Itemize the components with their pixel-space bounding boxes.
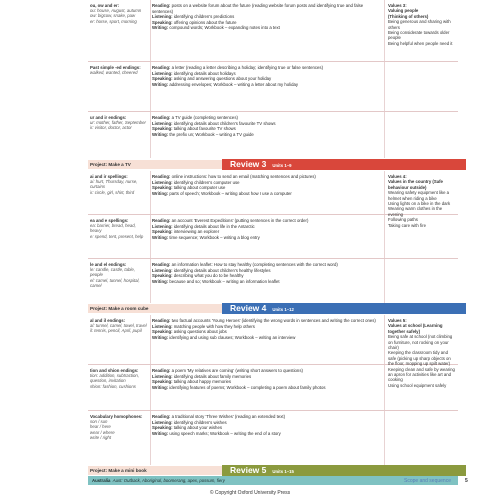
table-row	[88, 112, 458, 158]
skill-text: identifying details about children's favourite TV shows	[172, 120, 276, 126]
phonics-title: Past simple -ed endings:	[90, 65, 141, 70]
project-label: Project: Make a mini book	[90, 468, 147, 473]
review-units: Units 1–15	[272, 469, 294, 474]
skill-text: addressing envelopes; Workbook – writing a letter about my holiday	[168, 81, 299, 87]
skill-label: Speaking:	[152, 273, 173, 279]
skill-text: identifying children's wishes	[172, 419, 227, 425]
page-footer	[404, 478, 468, 484]
skill-text: talking about favourite TV shows	[172, 126, 236, 132]
skill-label: Writing:	[152, 131, 169, 137]
skill-label: Speaking:	[152, 126, 173, 132]
skill-label: Reading:	[152, 218, 171, 223]
phonics-words: al: tunnel, camel, towel, travel	[90, 323, 147, 329]
skill-text: posts on a website forum about the future (reading website forum posts and identifying true and false sentences)	[152, 3, 364, 14]
skill-label: Writing:	[152, 190, 169, 196]
skill-text: a letter (reading a letter describing a holiday; identifying true or false sentences)	[170, 65, 324, 70]
skill-text: identifying details about life in the Antarctic	[172, 223, 255, 229]
skill-label: Reading:	[152, 3, 171, 8]
skill-label: Writing:	[152, 81, 169, 87]
project-bar-review-5	[88, 466, 458, 475]
skill-text: compound words; Workbook – expanding notes into a text	[168, 25, 280, 31]
values-cell	[388, 174, 456, 228]
skill-text: matching people with how they help others	[172, 323, 255, 329]
skill-label: Writing:	[152, 384, 169, 390]
skill-label: Speaking:	[152, 185, 173, 191]
values-subtitle: Values at school (Learning together safely)	[388, 323, 443, 334]
phonics-cell	[90, 218, 148, 239]
skill-label: Listening:	[152, 179, 173, 185]
phonics-words: il: tennis, pencil, April, pupil	[90, 328, 142, 334]
section-units-7-9	[88, 0, 458, 158]
skill-text: identifying details about children's healthy lifestyles	[172, 267, 271, 273]
values-subtitle: (Thinking of others)	[388, 13, 429, 19]
section-name: Scope and sequence	[404, 478, 451, 484]
values-subtitle: Valuing people	[388, 8, 419, 14]
skill-label: Speaking:	[152, 229, 173, 235]
table-row	[88, 411, 458, 465]
values-subtitle: Values in the country (Safe behaviour outside)	[388, 179, 443, 190]
values-item: Wearing warm clothes in the evening	[388, 206, 443, 217]
phonics-title: ou, ow and er:	[90, 3, 120, 8]
skills-cell	[152, 115, 376, 137]
footer-band-text	[92, 477, 225, 484]
phonics-words: ai: hurt, Thursday, nurse, curtains	[90, 179, 138, 190]
values-title: Values 5:	[388, 318, 407, 323]
page-number: 5	[464, 478, 468, 484]
skill-label: Writing:	[152, 278, 169, 284]
skill-label: Writing:	[152, 25, 169, 31]
table-row	[88, 62, 458, 112]
skill-label: Listening:	[152, 267, 173, 273]
skills-cell	[152, 174, 376, 196]
project-bar-review-3	[88, 160, 458, 169]
skill-text: identifying children's computer use	[172, 179, 240, 185]
skill-label: Reading:	[152, 368, 171, 373]
review-5-banner	[222, 465, 466, 476]
values-item: Keeping clean and safe by wearing an apron for activities like art and cooking	[388, 366, 455, 383]
phonics-title: ai and ir spellings:	[90, 174, 128, 179]
skill-label: Speaking:	[152, 425, 173, 431]
values-cell	[388, 3, 456, 46]
phonics-words: wear / where	[90, 429, 115, 435]
review-3-banner	[222, 159, 466, 170]
skill-text: asking questions about jobs	[172, 329, 227, 335]
skills-cell	[152, 368, 376, 390]
values-item: Wearing safety equipment like a helmet when riding a bike	[388, 190, 450, 201]
phonics-cell	[90, 318, 148, 334]
skill-label: Speaking:	[152, 379, 173, 385]
skill-label: Reading:	[152, 318, 171, 323]
skill-label: Reading:	[152, 174, 171, 179]
phonics-words: son / sun	[90, 419, 108, 425]
skills-cell	[152, 3, 376, 31]
skill-label: Listening:	[152, 120, 173, 126]
skill-text: identifying features of poems; Workbook – completing a poem about family photos	[168, 384, 326, 390]
values-item: Using school equipment safely	[388, 382, 447, 388]
skill-label: Speaking:	[152, 19, 173, 25]
phonics-words: ea: barrier, bread, head, heavy	[90, 223, 136, 234]
phonics-words: ir: circle, girl, shirt, third	[90, 189, 135, 195]
phonics-cell	[90, 174, 148, 195]
skill-label: Listening:	[152, 419, 173, 425]
phonics-words: er: horse, sport, morning	[90, 18, 137, 24]
skill-text: time sequence; Workbook – writing a blog entry	[168, 234, 260, 240]
values-title: Values 4:	[388, 174, 407, 179]
review-title: Review 4	[230, 303, 267, 313]
phonics-words: tion: addition, subtraction, question, invitation	[90, 373, 139, 384]
skill-text: the prefix un; Workbook – writing a TV guide	[168, 131, 254, 137]
review-title: Review 3	[230, 159, 267, 169]
phonics-words: e: spend, tent, present, help	[90, 233, 144, 239]
phonics-title: le and el endings:	[90, 262, 127, 267]
phonics-cell	[90, 414, 148, 440]
skill-text: an information leaflet: How to stay healthy (completing sentences with the correct word)	[170, 262, 338, 267]
skill-text: talking about happy memories	[172, 379, 232, 385]
footer-band-label: Australia	[92, 478, 111, 483]
skill-text: identifying details about holidays	[172, 70, 236, 76]
values-item: Following paths	[388, 217, 418, 223]
skill-label: Listening:	[152, 323, 173, 329]
skill-label: Speaking:	[152, 329, 173, 335]
section-units-10-12	[88, 171, 458, 303]
skill-text: identifying details about family memories	[172, 373, 252, 379]
phonics-title: ea and e spellings:	[90, 218, 129, 223]
values-item: Being helpful when people need it	[388, 40, 453, 46]
review-4-banner	[222, 303, 466, 314]
copyright: © Copyright Oxford University Press	[209, 490, 291, 496]
phonics-cell	[90, 65, 148, 75]
skill-label: Listening:	[152, 70, 173, 76]
skill-text: asking and answering questions about your holiday	[172, 76, 272, 82]
skill-text: describing what you do to be healthy	[172, 273, 244, 279]
phonics-words: el: camel, tunnel, hospital, camel	[90, 277, 140, 288]
values-item: Using lights on a bike in the dark	[388, 201, 451, 207]
values-cell	[388, 318, 456, 388]
phonics-words: ow: bigcow, snake, paw	[90, 13, 136, 19]
phonics-title: ur and ir endings:	[90, 115, 127, 120]
skill-text: a traditional story 'Three Wishes' (reading an extended text)	[170, 414, 286, 419]
skills-cell	[152, 318, 376, 340]
footer-band-words: Aust: Outback, Aboriginal, boomerang, apex, possum, fiery	[112, 478, 225, 483]
skill-label: Writing:	[152, 234, 169, 240]
section-units-13-15	[88, 315, 458, 465]
phonics-words: ur: mother, father, September	[90, 120, 146, 126]
project-bar-review-4	[88, 304, 458, 313]
skill-label: Listening:	[152, 14, 173, 20]
values-item: Being generous and sharing with others	[388, 19, 451, 30]
skill-text: using speech marks; Workbook – writing the end of a story	[168, 430, 281, 436]
skills-cell	[152, 65, 376, 87]
phonics-title: tion and shion endings:	[90, 368, 139, 373]
review-units: Units 1–12	[272, 307, 294, 312]
skill-text: talking about computer use	[172, 185, 226, 191]
skill-label: Reading:	[152, 65, 171, 70]
skill-text: two factual accounts 'Young Heroes' (identifying the wrong words in sentences and writing the correct ones)	[170, 318, 376, 323]
phonics-words: write / right	[90, 434, 112, 440]
skill-text: identifying and using sub clauses; Workbook – writing an interview	[168, 334, 296, 340]
skill-label: Reading:	[152, 414, 171, 419]
skill-text: interviewing an explorer	[172, 229, 220, 235]
skill-label: Speaking:	[152, 76, 173, 82]
project-label: Project: Make a TV	[90, 162, 131, 167]
skills-cell	[152, 262, 376, 284]
review-units: Units 1–9	[272, 163, 292, 168]
skill-text: an account 'Everest Expeditions' (putting sentences in the correct order)	[170, 218, 309, 223]
phonics-cell	[90, 262, 148, 288]
skills-cell	[152, 218, 376, 240]
phonics-words: ou: house, August, autumn	[90, 8, 142, 14]
skill-text: parts of speech; Workbook – writing about how I use a computer	[168, 190, 292, 196]
skills-cell	[152, 414, 376, 436]
values-title: Values 3:	[388, 3, 407, 8]
phonics-words: ir: visitor, doctor, actor	[90, 125, 132, 131]
skill-text: a TV guide (completing sentences)	[170, 115, 238, 120]
phonics-words: hear / here	[90, 424, 111, 430]
review-title: Review 5	[230, 465, 267, 475]
skill-text: identifying children's predictions	[172, 14, 235, 20]
phonics-cell	[90, 3, 148, 24]
table-row	[88, 259, 458, 303]
phonics-title: Vocabulary homophones:	[90, 414, 143, 419]
skill-label: Writing:	[152, 430, 169, 436]
skill-label: Reading:	[152, 262, 171, 267]
skill-text: offering opinions about the future	[172, 19, 237, 25]
phonics-words: le: candle, castle, table, people	[90, 267, 135, 278]
values-item: Taking care with fire	[388, 222, 426, 228]
project-label: Project: Make a room cube	[90, 306, 149, 311]
phonics-words: shion: fashion, cushions	[90, 383, 136, 389]
values-item: Being safe at school (not climbing on furniture, not rocking on your chair)	[388, 334, 453, 351]
skill-label: Writing:	[152, 334, 169, 340]
phonics-cell	[90, 115, 148, 131]
skill-label: Listening:	[152, 223, 173, 229]
skill-text: online instructions: how to send an email (matching sentences and pictures)	[170, 174, 316, 179]
skill-text: because and so; Workbook – writing an information leaflet	[168, 278, 280, 284]
skill-label: Reading:	[152, 115, 171, 120]
phonics-title: al and il endings:	[90, 318, 126, 323]
phonics-cell	[90, 368, 148, 389]
values-item: Being considerate towards older people	[388, 30, 450, 41]
skill-text: talking about your wishes	[172, 425, 222, 431]
phonics-words: walked, wanted, cheered	[90, 70, 138, 76]
footer-band	[88, 476, 458, 485]
skill-text: a poem 'My relatives are coming' (writing short answers to questions)	[170, 368, 303, 373]
values-item: Keeping the classroom tidy and safe (picking up sharp objects on the floor, mopping up spilt water)	[388, 350, 451, 367]
skill-label: Listening:	[152, 373, 173, 379]
